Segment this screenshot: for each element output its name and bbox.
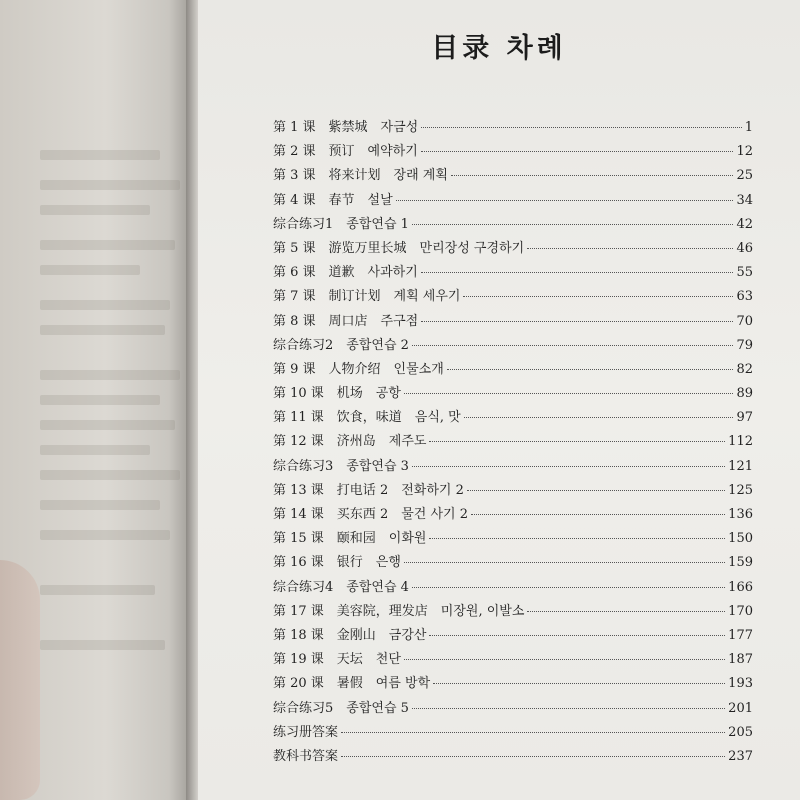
dot-leader [412,708,725,709]
toc-entry [273,140,753,164]
faded-text-line [40,445,150,455]
toc-entry [273,551,753,575]
toc-entry-label: 第 6 课 道歉 사과하기 [273,265,418,281]
dot-leader [412,224,734,225]
toc-entry [273,310,753,334]
dot-leader [412,466,725,467]
dot-leader [341,732,725,733]
faded-text-line [40,265,140,275]
faded-text-line [40,500,160,510]
dot-leader [412,587,725,588]
toc-entry [273,576,753,600]
toc-entry [273,624,753,648]
toc-entry-page: 125 [728,482,753,498]
dot-leader [463,296,733,297]
dot-leader [404,562,725,563]
toc-entry-label: 第 11 课 饮食，味道 음식, 맛 [273,410,461,426]
toc-entry [273,672,753,696]
toc-entry-label: 综合练习3 종합연습 3 [273,458,409,474]
toc-entry-label: 第 1 课 紫禁城 자금성 [273,120,419,135]
dot-leader [421,321,733,322]
faded-text-line [40,530,170,540]
thumb-shadow [0,560,40,800]
toc-entry-label: 练习册答案 [273,724,339,740]
toc-entry-page: 121 [728,458,753,474]
toc-entry-label: 第 16 课 银行 은행 [273,555,401,571]
dot-leader [429,635,725,636]
dot-leader [527,611,725,612]
toc-entry-label: 第 15 课 颐和园 이화원 [273,531,427,547]
toc-entry-page: 159 [728,555,753,571]
toc-entry [273,285,753,309]
toc-entry-label: 第 4 课 春节 설날 [273,192,393,208]
toc-entry-page: 205 [728,724,753,740]
toc-entry [273,455,753,479]
toc-entry [273,164,753,188]
dot-leader [421,127,742,128]
toc-page [198,0,800,800]
faded-text-line [40,395,160,405]
dot-leader [433,683,725,684]
toc-entry [273,334,753,358]
toc-entry [273,527,753,551]
toc-entry-page: 170 [728,603,753,619]
dot-leader [451,175,734,176]
toc-entry [273,479,753,503]
toc-entry-page: 187 [728,652,753,668]
toc-entry-page: 193 [728,676,753,692]
toc-entry [273,600,753,624]
dot-leader [421,272,734,273]
toc-entry-page: 89 [736,386,753,402]
faded-text-line [40,640,165,650]
toc-entry-page: 177 [728,627,753,643]
toc-entry [273,237,753,261]
faded-text-line [40,240,175,250]
dot-leader [421,151,734,152]
toc-entry-page: 12 [736,144,753,160]
toc-entry-page: 46 [736,240,753,256]
faded-text-line [40,420,175,430]
toc-entry [273,261,753,285]
faded-text-line [40,150,160,160]
faded-text-line [40,180,180,190]
toc-entry-label: 第 10 课 机场 공항 [273,386,401,402]
toc-entry-label: 综合练习2 종합연습 2 [273,337,409,353]
toc-entry-label: 第 19 课 天坛 천단 [273,652,401,668]
toc-entry-label: 第 12 课 济州岛 제주도 [273,434,427,450]
toc-entry-label: 综合练习5 종합연습 5 [273,700,409,716]
faded-text-line [40,470,180,480]
toc-entry-page: 112 [728,434,753,450]
toc-entry-page: 34 [736,192,753,208]
toc-entry-label: 第 18 课 金刚山 금강산 [273,627,427,643]
toc-entry [273,430,753,454]
toc-entry-label: 综合练习1 종합연습 1 [273,216,409,232]
dot-leader [467,490,725,491]
toc-entry-label: 第 8 课 周口店 주구점 [273,313,419,329]
dot-leader [464,417,734,418]
toc-entry [273,648,753,672]
dot-leader [412,345,734,346]
toc-entry-label: 教科书答案 [273,748,339,764]
toc-entry [273,358,753,382]
toc-entry [273,697,753,721]
toc-entry [273,503,753,527]
toc-entry-page: 237 [728,748,753,764]
toc-entry-page: 136 [728,507,753,522]
left-page [0,0,192,800]
toc-entry-label: 第 9 课 人物介绍 인물소개 [273,361,444,377]
toc-entry [273,213,753,237]
toc-entry-page: 42 [736,216,753,232]
dot-leader [341,756,725,757]
dot-leader [404,393,734,394]
toc-entry [273,116,753,140]
faded-text-line [40,325,165,335]
toc-entry [273,721,753,745]
toc-entry-page: 166 [728,579,753,595]
toc-entry-page: 70 [736,313,753,329]
faded-text-line [40,370,180,380]
toc-entry-label: 综合练习4 종합연습 4 [273,579,409,595]
toc-entry-page: 55 [736,265,753,281]
toc-entry-label: 第 5 课 游览万里长城 만리장성 구경하기 [273,240,525,256]
faded-text-line [40,585,155,595]
toc-entry-label: 第 7 课 制订计划 계획 세우기 [273,289,461,305]
dot-leader [404,659,725,660]
toc-entry [273,189,753,213]
dot-leader [527,248,733,249]
toc-entry [273,382,753,406]
toc-entry-label: 第 13 课 打电话 2 전화하기 2 [273,482,464,498]
toc-entry-label: 第 20 课 暑假 여름 방학 [273,676,431,692]
toc-entry-page: 97 [736,410,753,426]
toc-entry-label: 第 14 课 买东西 2 물건 사기 2 [273,507,468,522]
dot-leader [471,514,725,515]
dot-leader [429,538,725,539]
toc-entry-page: 25 [736,168,753,184]
dot-leader [396,200,734,201]
faded-text-line [40,300,170,310]
toc-entry-page: 1 [744,120,753,135]
toc-entry-label: 第 17 课 美容院，理发店 미장원, 이발소 [273,603,525,619]
faded-text-line [40,205,150,215]
dot-leader [447,369,734,370]
toc-entry-label: 第 2 课 预订 예약하기 [273,144,418,160]
toc-entry-label: 第 3 课 将来计划 장래 계획 [273,168,448,184]
page-title: 目录 차례 [431,33,567,64]
toc-entry-page: 79 [736,337,753,353]
dot-leader [429,441,725,442]
toc-list [273,116,753,769]
toc-entry-page: 150 [728,531,753,547]
toc-entry-page: 63 [736,289,753,305]
toc-entry-page: 201 [728,700,753,716]
toc-entry [273,745,753,769]
toc-entry [273,406,753,430]
toc-entry-page: 82 [736,361,753,377]
